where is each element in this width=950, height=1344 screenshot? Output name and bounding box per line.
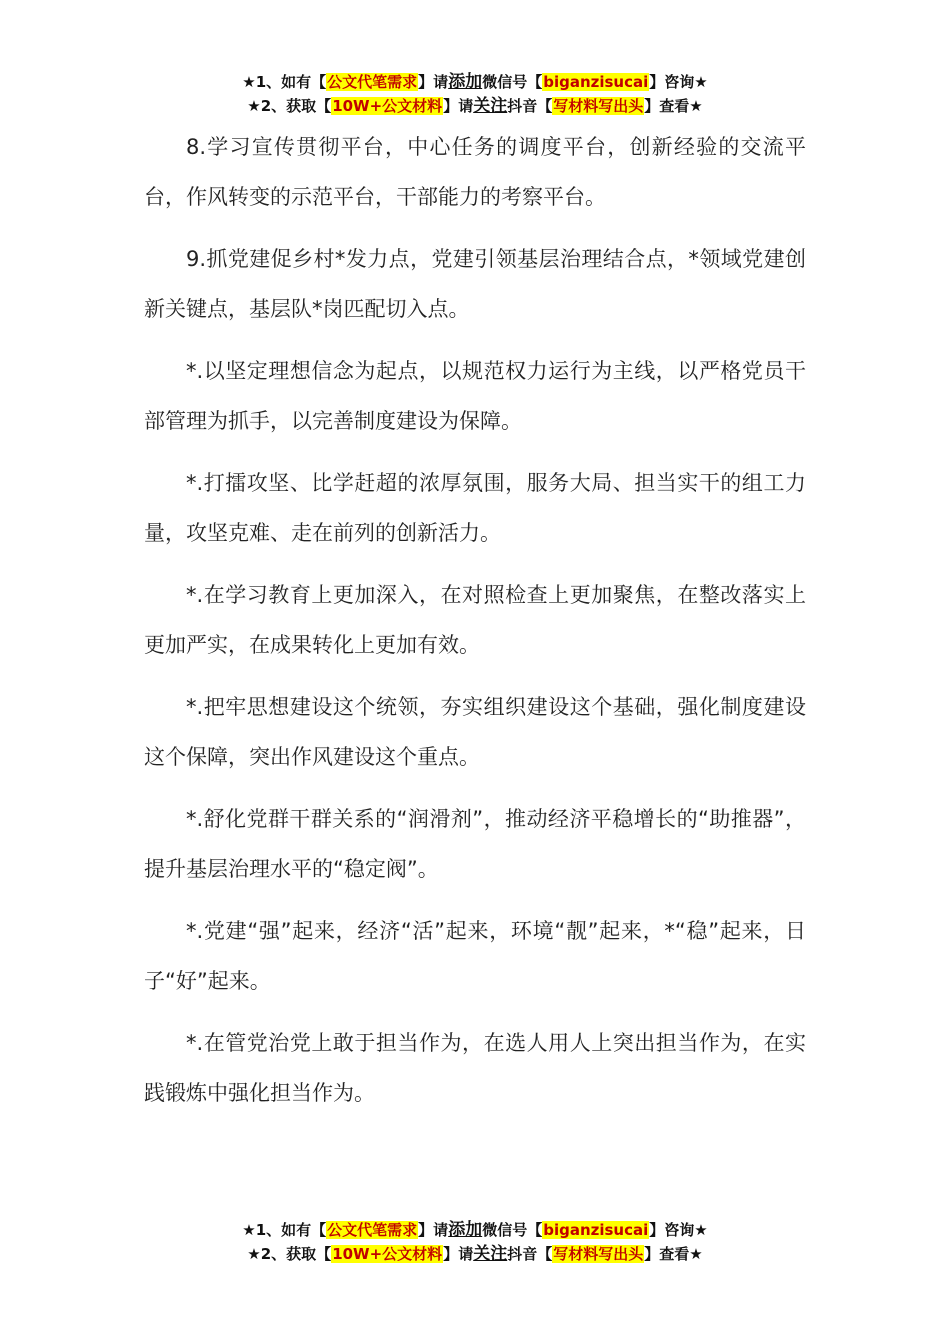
- banner-text: ★2、获取【: [247, 1245, 332, 1263]
- paragraph: *.在管党治党上敢于担当作为，在选人用人上突出担当作为，在实践锻炼中强化担当作为。: [144, 1031, 806, 1105]
- banner-text: 】请: [443, 1245, 474, 1263]
- highlight-douyin-account: 写材料写出头: [553, 97, 644, 115]
- banner-line-2: [0, 1242, 950, 1266]
- highlight-service: 公文代笔需求: [327, 1221, 418, 1239]
- paragraph: 8.学习宣传贯彻平台，中心任务的调度平台，创新经验的交流平台，作风转变的示范平台，干部能力的考察平台。: [144, 135, 806, 209]
- paragraph: *.在学习教育上更加深入，在对照检查上更加聚焦，在整改落实上更加严实，在成果转化上更加有效。: [144, 583, 806, 657]
- highlight-materials: 10W+公文材料: [332, 1245, 443, 1263]
- header-banner: [0, 70, 950, 118]
- banner-emphasis: 关注: [473, 96, 508, 116]
- highlight-wechat-id: biganzisucai: [543, 1221, 649, 1239]
- paragraph: *.以坚定理想信念为起点，以规范权力运行为主线，以严格党员干部管理为抓手，以完善制度建设为保障。: [144, 359, 806, 433]
- banner-line-2: [0, 94, 950, 118]
- banner-text: 抖音【: [507, 97, 553, 115]
- banner-text: 微信号【: [482, 73, 543, 91]
- banner-line-1: [0, 1218, 950, 1242]
- banner-text: ★1、如有【: [242, 1221, 327, 1239]
- banner-emphasis: 添加: [448, 72, 483, 92]
- banner-text: ★1、如有【: [242, 73, 327, 91]
- banner-text: 】请: [418, 1221, 449, 1239]
- banner-text: 】咨询★: [649, 1221, 708, 1239]
- paragraph: *.舒化党群干群关系的“润滑剂”，推动经济平稳增长的“助推器”，提升基层治理水平的“稳定阀”。: [144, 807, 806, 881]
- banner-text: 】查看★: [644, 97, 703, 115]
- banner-text: 】咨询★: [649, 73, 708, 91]
- paragraph: *.党建“强”起来，经济“活”起来，环境“靓”起来，*“稳”起来，日子“好”起来。: [144, 919, 806, 993]
- highlight-service: 公文代笔需求: [327, 73, 418, 91]
- document-body: [144, 122, 806, 1130]
- banner-text: 】请: [418, 73, 449, 91]
- banner-line-1: [0, 70, 950, 94]
- paragraph: 9.抓党建促乡村*发力点，党建引领基层治理结合点，*领域党建创新关键点，基层队*岗匹配切入点。: [144, 247, 806, 321]
- paragraph: *.把牢思想建设这个统领，夯实组织建设这个基础，强化制度建设这个保障，突出作风建设这个重点。: [144, 695, 806, 769]
- banner-text: 抖音【: [507, 1245, 553, 1263]
- banner-text: ★2、获取【: [247, 97, 332, 115]
- highlight-douyin-account: 写材料写出头: [553, 1245, 644, 1263]
- footer-banner: [0, 1218, 950, 1266]
- banner-text: 】请: [443, 97, 474, 115]
- banner-emphasis: 关注: [473, 1244, 508, 1264]
- banner-text: 】查看★: [644, 1245, 703, 1263]
- highlight-wechat-id: biganzisucai: [543, 73, 649, 91]
- highlight-materials: 10W+公文材料: [332, 97, 443, 115]
- banner-emphasis: 添加: [448, 1220, 483, 1240]
- banner-text: 微信号【: [482, 1221, 543, 1239]
- paragraph: *.打擂攻坚、比学赶超的浓厚氛围，服务大局、担当实干的组工力量，攻坚克难、走在前列的创新活力。: [144, 471, 806, 545]
